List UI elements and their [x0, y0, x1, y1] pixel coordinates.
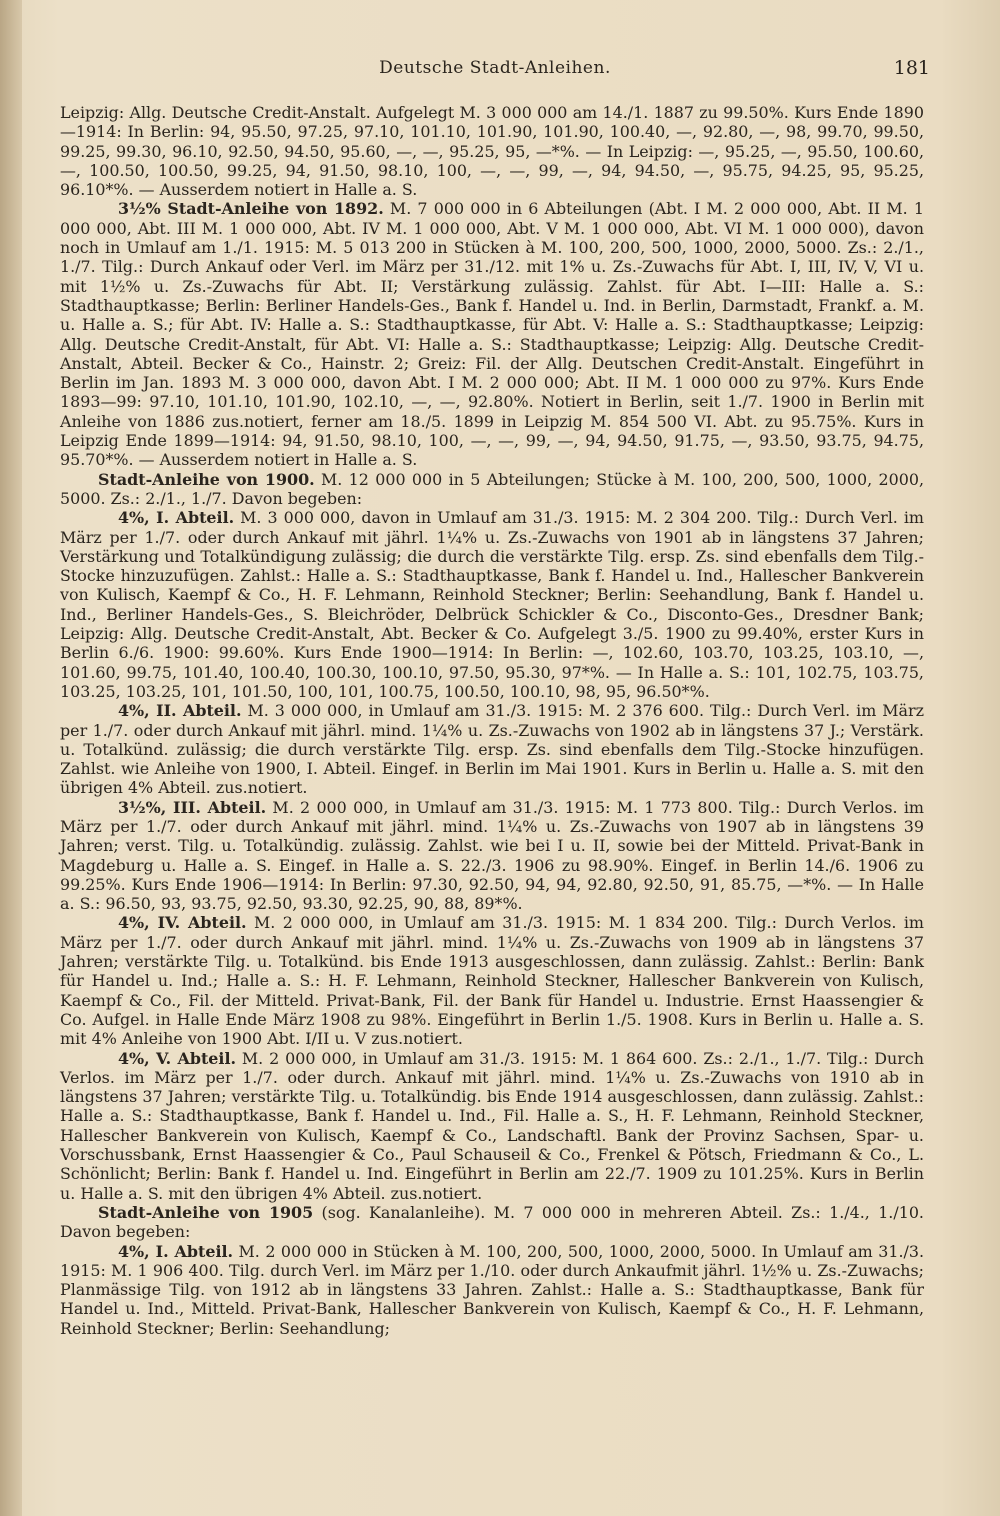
text-anleihe-1905: (sog. Kanalanleihe). M. 7 000 000 in mehreren Abteil. Zs.: 1./4., 1./10. Davon begeben: — [60, 1202, 924, 1242]
text-1905-abteil-1: M. 2 000 000 in Stücken à M. 100, 200, 500, 1000, 2000, 5000. In Umlauf am 31./3. 1915: M. 1 906 400. Tilg. durch Verl. im März per 1./10. oder durch Ankaufmit jährl. 1½% u. Zs.-Zuwachs; Planmässige Tilg. von 1912 ab in längstens 33 Jahren. Zahlst.: Halle a. S.: Stadthauptkasse, Bank für Handel u. Ind., Mitteld. Privat-Bank, Hallescher Bankverein von Kulisch, Kaempf & Co., H. F. Lehmann, Reinhold Steckner; Berlin: Seehandlung; — [60, 1241, 925, 1338]
text-1900-abteil-5: M. 2 000 000, in Umlauf am 31./3. 1915: M. 1 864 600. Zs.: 2./1., 1./7. Tilg.: Durch Verlos. im März per 1./7. oder durch. Ankauf mit jährl. mind. 1¼% u. Zs.-Zuwachs von 1910 ab in längstens 37 Jahren; verstärkte Tilg. u. Totalkündig. bis Ende 1914 ausgeschlossen, dann zulässig. Zahlst.: Halle a. S.: Stadthauptkasse, Bank f. Handel u. Ind., Fil. Halle a. S., H. F. Lehmann, Reinhold Steckner, Hallescher Bankverein von Kulisch, Kaempf & Co., Landschaftl. Bank der Provinz Sachsen, Spar- u. Vorschussbank, Ernst Haassengier & Co., Paul Schauseil & Co., Frenkel & Pötsch, Friedmann & Co., L. Schönlicht; Berlin: Bank f. Handel u. Ind. Eingeführt in Berlin am 22./7. 1909 zu 101.25%. Kurs in Berlin u. Halle a. S. mit den übrigen 4% Abteil. zus.notiert. — [60, 1048, 924, 1203]
heading-anleihe-1900: Stadt-Anleihe von 1900. — [98, 469, 315, 489]
paragraph-anleihe-1892 — [60, 199, 924, 469]
text-1900-abteil-2: M. 3 000 000, in Umlauf am 31./3. 1915: M. 2 376 600. Tilg.: Durch Verl. im März per 1./7. oder durch Ankauf mit jährl. mind. 1¼% u. Zs.-Zuwachs von 1902 ab in längstens 37 J.; Verstärk. u. Totalkünd. zulässig; die durch verstärkte Tilg. ersp. Zs. sind ebenfalls dem Tilg.-Stocke hinzufügen. Zahlst. wie Anleihe von 1900, I. Abteil. Eingef. in Berlin im Mai 1901. Kurs in Berlin u. Halle a. S. mit den übrigen 4% Abteil. zus.notiert. — [60, 701, 924, 798]
paragraph-1900-abteil-3 — [60, 798, 924, 914]
heading-1905-abteil-1: 4%, I. Abteil. — [118, 1241, 234, 1261]
text-1900-abteil-3: M. 2 000 000, in Umlauf am 31./3. 1915: M. 1 773 800. Tilg.: Durch Verlos. im März per 1./7. oder durch Ankauf mit jährl. mind. 1¼% u. Zs.-Zuwachs von 1907 ab in längstens 39 Jahren; verst. Tilg. u. Totalkündig. zulässig. Zahlst. wie bei I u. II, sowie bei der Mitteld. Privat-Bank in Magdeburg u. Halle a. S. Eingef. in Halle a. S. 22./3. 1906 zu 98.90%. Eingef. in Berlin 14./6. 1906 zu 99.25%. Kurs Ende 1906—1914: In Berlin: 97.30, 92.50, 94, 94, 92.80, 92.50, 91, 85.75, —*%. — In Halle a. S.: 96.50, 93, 93.75, 92.50, 93.30, 92.25, 90, 88, 89*%. — [60, 797, 925, 914]
heading-1900-abteil-3: 3½%, III. Abteil. — [118, 797, 267, 817]
heading-anleihe-1905: Stadt-Anleihe von 1905 — [98, 1202, 314, 1222]
paragraph-1905-abteil-1 — [60, 1242, 924, 1338]
paragraph-1900-abteil-2 — [60, 701, 924, 797]
heading-1900-abteil-1: 4%, I. Abteil. — [118, 508, 235, 528]
paragraph-1900-abteil-5 — [60, 1049, 924, 1203]
page-body — [60, 103, 924, 1338]
heading-1900-abteil-5: 4%, V. Abteil. — [118, 1048, 237, 1068]
paragraph-anleihe-1905 — [60, 1203, 924, 1242]
page-header — [60, 58, 930, 82]
text-anleihe-1900: M. 12 000 000 in 5 Abteilungen; Stücke à M. 100, 200, 500, 1000, 2000, 5000. Zs.: 2./1., 1./7. Davon begeben: — [60, 469, 924, 508]
paragraph-1900-abteil-1 — [60, 508, 924, 701]
book-spine-shadow — [0, 0, 22, 1516]
text-anleihe-1892: M. 7 000 000 in 6 Abteilungen (Abt. I M. 2 000 000, Abt. II M. 1 000 000, Abt. III M. 1 000 000, Abt. IV M. 1 000 000, Abt. V M. 1 000 000, Abt. VI M. 1 000 000), davon noch in Umlauf am 1./1. 1915: M. 5 013 200 in Stücken à M. 100, 200, 500, 1000, 2000, 5000. Zs.: 2./1., 1./7. Tilg.: Durch Ankauf oder Verl. im März per 31./12. mit 1% u. Zs.-Zuwachs für Abt. I, III, IV, V, VI u. mit 1½% u. Zs.-Zuwachs für Abt. II; Verstärkung zulässig. Zahlst. für Abt. I—III: Halle a. S.: Stadthauptkasse; Berlin: Berliner Handels-Ges., Bank f. Handel u. Ind. in Berlin, Darmstadt, Frankf. a. M. u. Halle a. S.; für Abt. IV: Halle a. S.: Stadthauptkasse, für Abt. V: Halle a. S.: Stadthauptkasse; Leipzig: Allg. Deutsche Credit-Anstalt, für Abt. VI: Halle a. S.: Stadthauptkasse; Leipzig: Allg. Deutsche Credit-Anstalt, Abteil. Becker & Co., Hainstr. 2; Greiz: Fil. der Allg. Deutschen Credit-Anstalt. Eingeführt in Berlin im Jan. 1893 M. 3 000 000, davon Abt. I M. 2 000 000; Abt. II M. 1 000 000 zu 97%. Kurs Ende 1893—99: 97.10, 101.10, 101.90, 102.10, —, —, 92.80%. Notiert in Berlin, seit 1./7. 1900 in Berlin mit Anleihe von 1886 zus.notiert, ferner am 18./5. 1899 in Leipzig M. 854 500 VI. Abt. zu 95.75%. Kurs in Leipzig Ende 1899—1914: 94, 91.50, 98.10, 100, —, —, 99, —, 94, 94.50, 91.75, —, 93.50, 93.75, 94.75, 95.70*%. — Ausserdem notiert in Halle a. S. — [60, 199, 924, 470]
heading-1900-abteil-2: 4%, II. Abteil. — [118, 701, 242, 721]
page-number: 181 — [893, 57, 930, 79]
heading-anleihe-1892: 3½% Stadt-Anleihe von 1892. — [118, 199, 384, 219]
paragraph-anleihe-1900 — [60, 470, 924, 509]
text-1900-abteil-1: M. 3 000 000, davon in Umlauf am 31./3. 1915: M. 2 304 200. Tilg.: Durch Verl. im März per 1./7. oder durch Ankauf mit jährl. 1¼% u. Zs.-Zuwachs von 1901 ab in längstens 37 Jahren; Verstärkung und Totalkündigung zulässig; die durch die verstärkte Tilg. ersp. Zs. sind ebenfalls dem Tilg.-Stocke hinzuzufügen. Zahlst.: Halle a. S.: Stadthauptkasse, Bank f. Handel u. Ind., Hallescher Bankverein von Kulisch, Kaempf & Co., H. F. Lehmann, Reinhold Steckner; Berlin: Seehandlung, Bank f. Handel u. Ind., Berliner Handels-Ges., S. Bleichröder, Delbrück Schickler & Co., Disconto-Ges., Dresdner Bank; Leipzig: Allg. Deutsche Credit-Anstalt, Abt. Becker & Co. Aufgelegt 3./5. 1900 zu 99.40%, erster Kurs in Berlin 6./6. 1900: 99.60%. Kurs Ende 1900—1914: In Berlin: —, 102.60, 103.70, 103.25, 103.10, —, 101.60, 99.75, 101.40, 100.40, 100.30, 100.10, 97.50, 95.30, 97*%. — In Halle a. S.: 101, 102.75, 103.75, 103.25, 103.25, 101, 101.50, 100, 101, 100.75, 100.50, 100.10, 98, 95, 96.50*%. — [60, 508, 924, 701]
heading-1900-abteil-4: 4%, IV. Abteil. — [118, 913, 247, 933]
text-1900-abteil-4: M. 2 000 000, in Umlauf am 31./3. 1915: M. 1 834 200. Tilg.: Durch Verlos. im März per 1./7. oder durch Ankauf mit jährl. mind. 1¼% u. Zs.-Zuwachs von 1909 ab in längstens 37 Jahren; verstärkte Tilg. u. Totalkünd. bis Ende 1913 ausgeschlossen, dann zulässig. Zahlst.: Berlin: Bank für Handel u. Ind.; Halle a. S.: H. F. Lehmann, Reinhold Steckner, Hallescher Bankverein von Kulisch, Kaempf & Co., Fil. der Mitteld. Privat-Bank, Fil. der Bank für Handel u. Industrie. Ernst Haassengier & Co. Aufgel. in Halle Ende März 1908 zu 98%. Eingeführt in Berlin 1./5. 1908. Kurs in Berlin u. Halle a. S. mit 4% Anleihe von 1900 Abt. I/II u. V zus.notiert. — [60, 913, 924, 1049]
paragraph-1900-abteil-4 — [60, 913, 924, 1048]
paragraph-leipzig: Leipzig: Allg. Deutsche Credit-Anstalt. Aufgelegt M. 3 000 000 am 14./1. 1887 zu 99.50%. Kurs Ende 1890—1914: In Berlin: 94, 95.50, 97.25, 97.10, 101.10, 101.90, 101.90, 100.40, —, 92.80, —, 98, 99.70, 99.50, 99.25, 99.30, 96.10, 92.50, 94.50, 95.60, —, —, 95.25, 95, —*%. — In Leipzig: —, 95.25, —, 95.50, 100.60, —, 100.50, 100.50, 99.25, 94, 91.50, 98.10, 100, —, —, 99, —, 94, 94.50, —, 95.75, 94.25, 95, 95.25, 96.10*%. — Ausserdem notiert in Halle a. S. — [60, 103, 924, 200]
running-title: Deutsche Stadt-Anleihen. — [379, 58, 611, 78]
